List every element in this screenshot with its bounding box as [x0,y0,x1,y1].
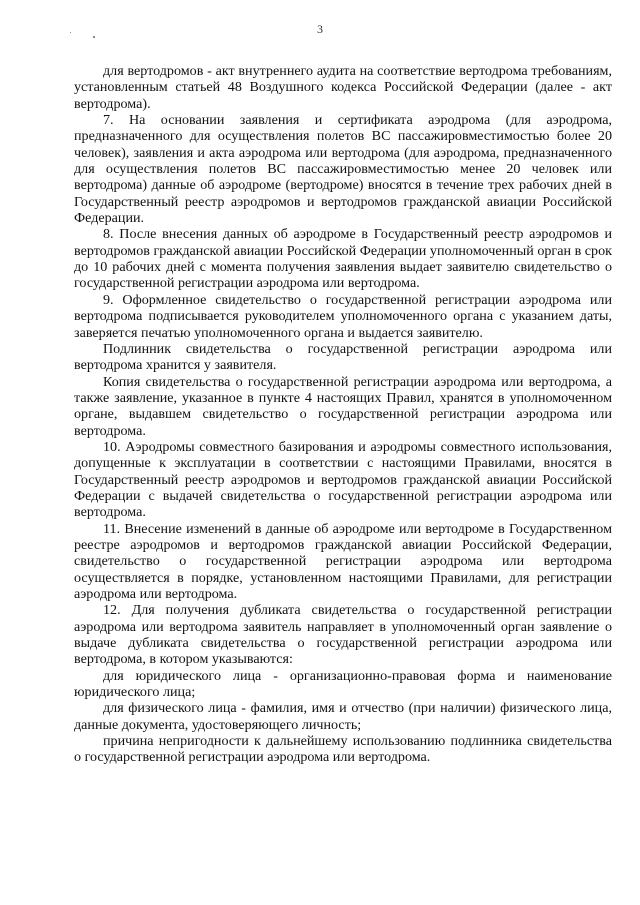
paragraph-copy-storage: Копия свидетельства о государственной регистрации аэродрома или вертодрома, а также заявление, указанное в пункте 4 настоящих Правил, хранятся в уполномоченном органе, выдавшем свидетельство о государственной регистрации аэродрома или вертодрома. [74,373,612,439]
list-item-individual: для физического лица - фамилия, имя и отчество (при наличии) физического лица, данные документа, удостоверяющего личность; [74,700,612,733]
paragraph-11: 11. Внесение изменений в данные об аэродроме или вертодроме в Государственном реестре аэродромов и вертодромов гражданской авиации Российской Федерации, свидетельство о государственной регистрации аэродрома или вертодрома осуществляется в порядке, установленном настоящими Правилами, для регистрации аэродрома или вертодрома. [74,520,612,602]
paragraph-7: 7. На основании заявления и сертификата аэродрома (для аэродрома, предназначенного для осуществления полетов ВС пассажировместимостью более 20 человек), заявления и акта аэродрома или вертодрома (для аэродрома, предназначенного для осуществления полетов ВС пассажировместимостью менее 20 человек или вертодрома) данные об аэродроме (вертодроме) вносятся в течение трех рабочих дней в Государственный реестр аэродромов и вертодромов гражданской авиации Российской Федерации. [74,112,612,227]
page-number: 3 [317,22,323,36]
list-item-reason: причина непригодности к дальнейшему использованию подлинника свидетельства о государственной регистрации аэродрома или вертодрома. [74,733,612,766]
list-item-legal-entity: для юридического лица - организационно-правовая форма и наименование юридического лица; [74,667,612,701]
paragraph-12: 12. Для получения дубликата свидетельства о государственной регистрации аэродрома или вертодрома заявитель направляет в уполномоченный орган заявление о выдаче дубликата свидетельства о государственной регистрации аэродрома или вертодрома, в котором указываются: [74,602,612,668]
document-body [74,63,612,766]
paragraph-8: 8. После внесения данных об аэродроме в Государственный реестр аэродромов и вертодромов гражданской авиации Российской Федерации уполномоченный орган в срок до 10 рабочих дней с момента получения заявления выдает заявителю свидетельство о государственной регистрации аэродрома или вертодрома. [74,226,612,292]
paragraph-10: 10. Аэродромы совместного базирования и аэродромы совместного использования, допущенные к эксплуатации в соответствии с настоящими Правилами, вносятся в Государственный реестр аэродромов и вертодромов гражданской авиации Российской Федерации с выдачей свидетельства о государственной регистрации аэродрома или вертодрома. [74,438,612,521]
paragraph-continuation: для вертодромов - акт внутреннего аудита на соответствие вертодрома требованиям, установленным статьей 48 Воздушного кодекса Российской Федерации (далее - акт вертодрома). [74,63,612,112]
paragraph-9: 9. Оформленное свидетельство о государственной регистрации аэродрома или вертодрома подписывается руководителем уполномоченного органа с указанием даты, заверяется печатью уполномоченного органа и выдается заявителю. [74,291,612,341]
paragraph-original-storage: Подлинник свидетельства о государственной регистрации аэродрома или вертодрома хранится у заявителя. [74,340,612,374]
